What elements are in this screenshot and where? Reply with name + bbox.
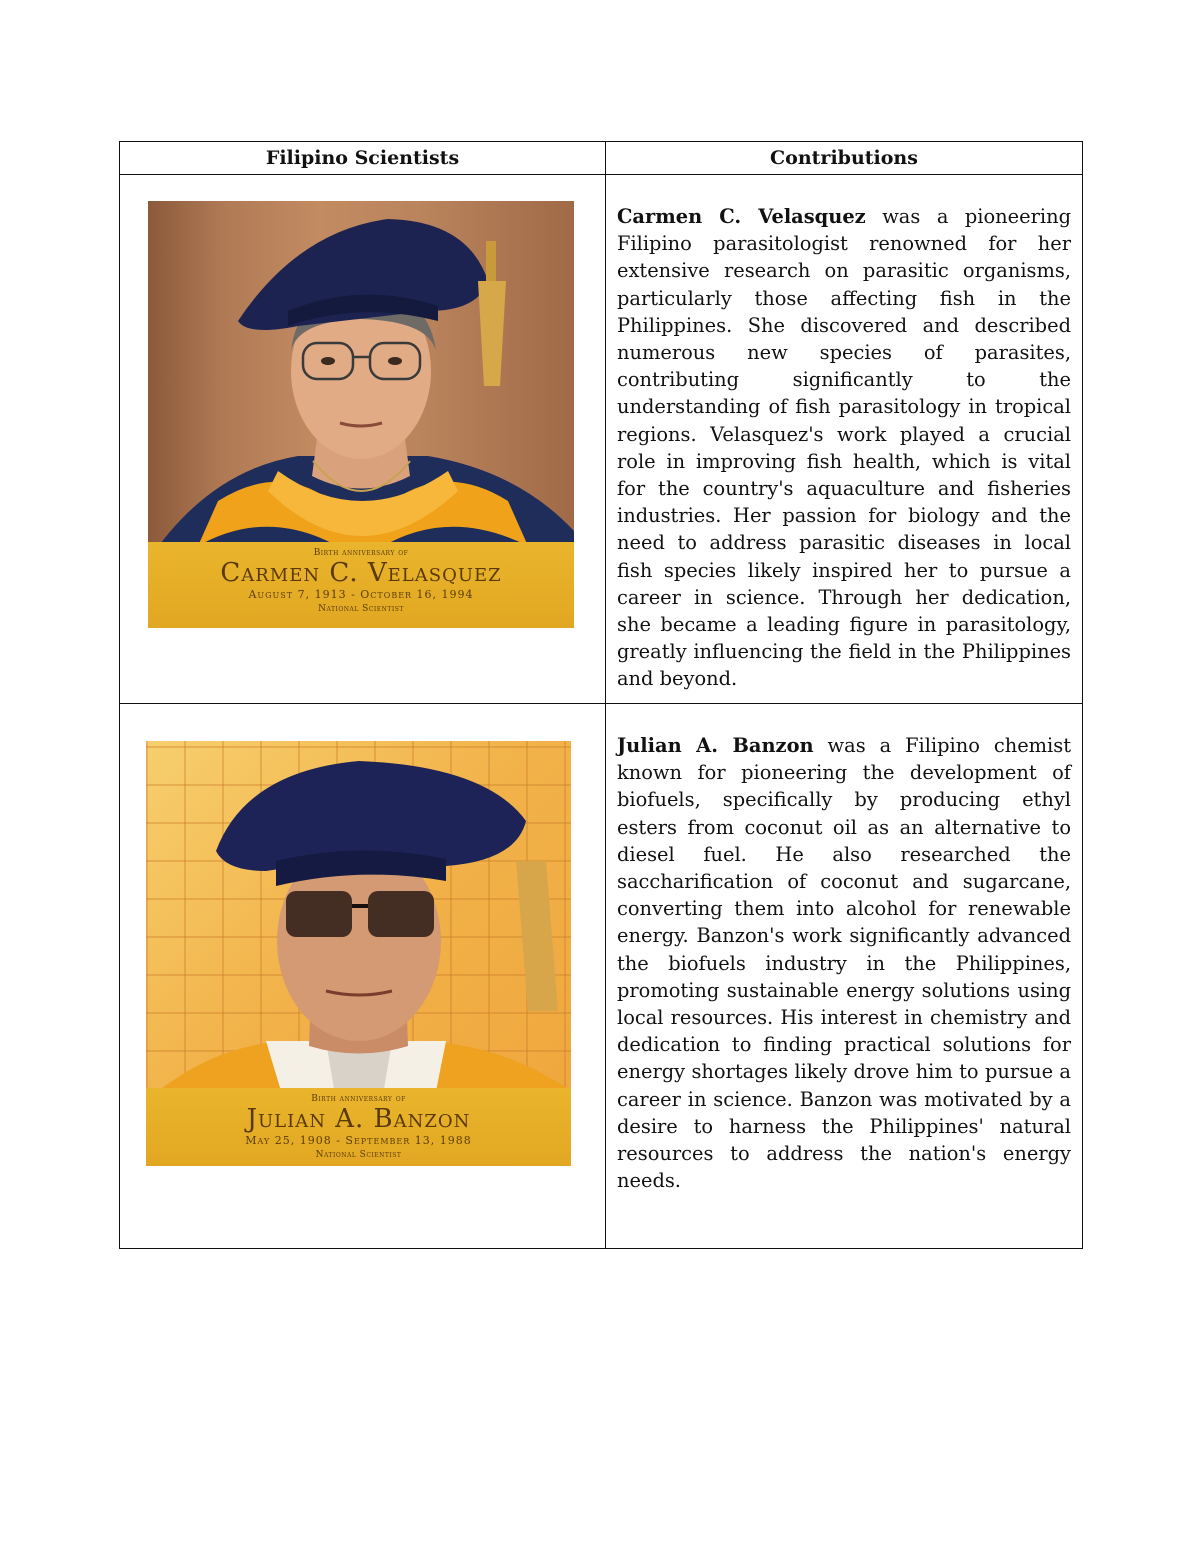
table-row <box>120 175 1083 704</box>
portrait-cell <box>120 704 606 1249</box>
scientist-name: Julian A. Banzon <box>617 734 814 757</box>
table-row <box>120 704 1083 1249</box>
banner-dates: May 25, 1908 - September 13, 1988 <box>245 1134 472 1147</box>
banner-role: National Scientist <box>318 604 404 614</box>
table-header-row <box>120 142 1083 175</box>
scientist-description: was a Filipino chemist known for pioneering the development of biofuels, specifically by producing ethyl esters from coconut oil as an alternative to diesel fuel. He also researched the saccharification of coconut and sugarcane, converting them into alcohol for renewable energy. Banzon's work significantly advanced the biofuels industry in the Philippines, promoting sustainable energy solutions using local resources. His interest in chemistry and dedication to finding practical solutions for energy shortages likely drove him to pursue a career in science. Banzon was motivated by a desire to harness the Philippines' natural resources to address the nation's energy needs. <box>617 734 1071 1193</box>
scientists-table <box>119 141 1083 1249</box>
banner-name: Carmen C. Velasquez <box>220 558 502 588</box>
portrait-banzon <box>146 741 571 1166</box>
portrait-cell <box>120 175 606 704</box>
scientist-name: Carmen C. Velasquez <box>617 205 866 228</box>
banner-role: National Scientist <box>315 1150 402 1160</box>
banner-subtitle: Birth anniversary of <box>313 548 409 558</box>
banner-subtitle: Birth anniversary of <box>311 1094 406 1104</box>
contribution-cell <box>606 704 1083 1249</box>
portrait-banner <box>146 1088 571 1166</box>
contribution-cell <box>606 175 1083 704</box>
header-contributions: Contributions <box>606 142 1083 175</box>
contribution-paragraph <box>617 203 1071 693</box>
portrait-banner <box>148 542 574 628</box>
banner-dates: August 7, 1913 - October 16, 1994 <box>248 588 474 601</box>
header-filipino-scientists: Filipino Scientists <box>120 142 606 175</box>
portrait-velasquez <box>148 201 574 628</box>
contribution-paragraph <box>617 732 1071 1194</box>
scientist-description: was a pioneering Filipino parasitologist renowned for her extensive research on parasitic organisms, particularly those affecting fish in the Philippines. She discovered and described numerous new species of parasites, contributing significantly to the understanding of fish parasitology in tropical regions. Velasquez's work played a crucial role in improving fish health, which is vital for the country's aquaculture and fisheries industries. Her passion for biology and the need to address parasitic diseases in local fish species likely inspired her to pursue a career in science. Through her dedication, she became a leading figure in parasitology, greatly influencing the field in the Philippines and beyond. <box>617 205 1071 691</box>
banner-name: Julian A. Banzon <box>246 1104 471 1134</box>
